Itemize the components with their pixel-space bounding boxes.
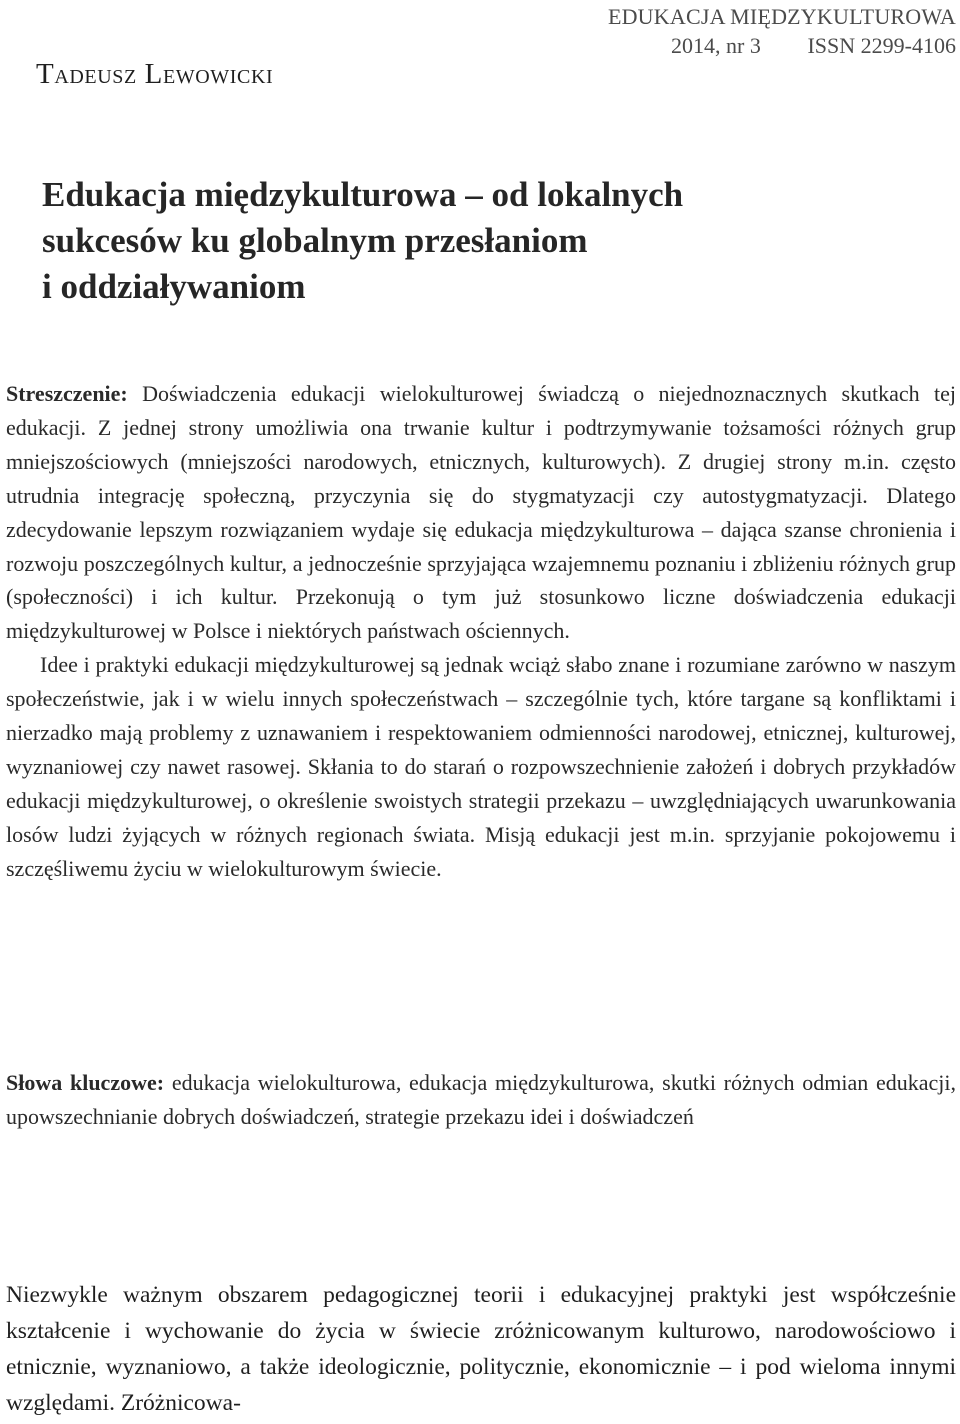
journal-name: EDUKACJA MIĘDZYKULTUROWA [607,4,956,29]
keywords-label: Słowa kluczowe: [6,1070,165,1095]
title-line-2: sukcesów ku globalnym przesłaniom [42,221,588,260]
abstract-paragraph-1 [6,377,956,648]
journal-issue: 2014, nr 3 [671,33,761,58]
journal-issn: ISSN 2299-4106 [807,33,956,58]
author-name: Tadeusz Lewowicki [36,58,274,90]
abstract-label: Streszczenie: [6,381,128,406]
journal-issue-row [536,31,956,60]
article-page [6,0,956,1424]
abstract-text-1: Doświadczenia edukacji wielokulturowej świadczą o niejednoznacznych skutkach tej edukacji. Z jednej strony umożliwia ona trwanie kultur i podtrzymywanie tożsamości różnych grup mniejszościowych (mniejszości narodowych, etnicznych, kulturowych). Z drugiej strony m.in. często utrudnia integrację społeczną, przyczynia się do stygmatyzacji czy autostygmatyzacji. Dlatego zdecydowanie lepszym rozwiązaniem wydaje się edukacja międzykulturowa – dająca szanse chronienia i rozwoju poszczególnych kultur, a jednocześnie sprzyjająca wzajemnemu poznaniu i zbliżeniu różnych grup (społeczności) i ich kultur. Przekonują o tym już stosunkowo liczne doświadczenia edukacji międzykulturowej w Polsce i niektórych państwach ościennych. [6,381,956,644]
keywords-text: edukacja wielokulturowa, edukacja międzykulturowa, skutki różnych odmian edukacji, upowszechnianie dobrych doświadczeń, strategie przekazu idei i doświadczeń [6,1070,957,1129]
title-line-3: i oddziaływaniom [42,267,306,306]
abstract-paragraph-2: Idee i praktyki edukacji międzykulturowej są jednak wciąż słabo znane i rozumiane zarówno w naszym społeczeństwie, jak i w wielu innych społeczeństwach – szczególnie tych, które targane są konfliktami i nierzadko mają problemy z uznawaniem i respektowaniem odmienności narodowej, etnicznej, kulturowej, wyznaniowej czy nawet rasowej. Skłania to do starań o rozpowszechnienie założeń i dobrych przykładów edukacji międzykulturowej, o określenie swoistych strategii przekazu – uwzględniających uwarunkowania losów ludzi żyjących w różnych regionach świata. Misją edukacji jest m.in. sprzyjanie pokojowemu i szczęśliwemu życiu w wielokulturowym świecie. [6,652,956,881]
body-paragraph-1: Niezwykle ważnym obszarem pedagogicznej teorii i edukacyjnej praktyki jest współcześnie kształcenie i wychowanie do życia w świecie zróżnicowanym kulturowo, narodowościowo i etnicznie, wyznaniowo, a także ideologicznie, politycznie, ekonomicznie – i pod wieloma innymi względami. Zróżnicowa- [6,1282,956,1416]
journal-header [536,2,956,60]
abstract [6,377,956,886]
keywords [6,1066,956,1134]
article-title [42,172,922,310]
title-line-1: Edukacja międzykulturowa – od lokalnych [42,175,684,214]
